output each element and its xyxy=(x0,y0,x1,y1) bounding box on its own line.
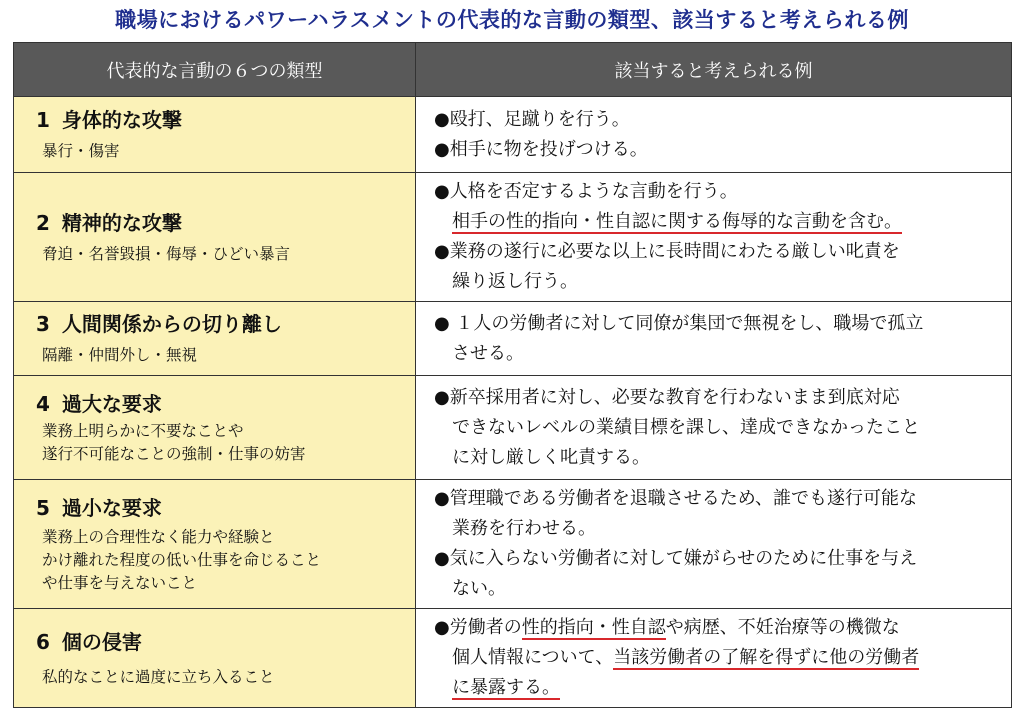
type-description: 業務上明らかに不要なことや 遂行不可能なことの強制・仕事の妨害 xyxy=(42,421,306,463)
highlighted-text: に暴露する。 xyxy=(452,677,560,698)
type-cell xyxy=(14,302,416,376)
example-continuation: 繰り返し行う。 xyxy=(452,271,578,292)
type-title: 6 個の侵害 xyxy=(36,629,142,654)
type-cell xyxy=(14,173,416,302)
example-cell: ●労働者の性的指向・性自認や病歴、不妊治療等の機微な 個人情報について、当該労働者の了解を得ずに他の労働者 に暴露する。 xyxy=(416,609,1012,708)
table-row xyxy=(14,376,1012,480)
example-cell xyxy=(416,480,1012,609)
example-continuation: できないレベルの業績目標を課し、達成できなかったこと xyxy=(452,416,920,438)
type-title: 2 精神的な攻撃 xyxy=(36,210,182,235)
example-item: ●殴打、足蹴りを行う。 xyxy=(434,108,630,130)
example-cell xyxy=(416,302,1012,376)
table-row xyxy=(14,97,1012,173)
type-description: 業務上の合理性なく能力や経験と かけ離れた程度の低い仕事を命じること や仕事を与えないこと xyxy=(42,527,322,592)
example-continuation: ない。 xyxy=(452,578,506,599)
example-continuation: に対し厳しく叱責する。 xyxy=(452,446,650,468)
example-item: ●新卒採用者に対し、必要な教育を行わないまま到底対応 xyxy=(434,386,900,408)
example-item: ●労働者の性的指向・性自認や病歴、不妊治療等の機微な xyxy=(434,617,900,638)
type-description: 私的なことに過度に立ち入ること xyxy=(42,667,275,686)
type-title: 1 身体的な攻撃 xyxy=(36,108,182,132)
table-row xyxy=(14,302,1012,376)
table-header-row xyxy=(14,43,1012,97)
highlighted-text: 性的指向・性自認 xyxy=(521,617,666,638)
example-continuation: 業務を行わせる。 xyxy=(452,518,596,539)
highlighted-text: 当該労働者の了解を得ずに他の労働者 xyxy=(613,647,920,668)
example-item: ●相手に物を投げつける。 xyxy=(434,138,648,160)
type-description: 脅迫・名誉毀損・侮辱・ひどい暴言 xyxy=(42,244,291,263)
page-title: 職場におけるパワーハラスメントの代表的な言動の類型、該当すると考えられる例 xyxy=(115,8,909,32)
example-cell xyxy=(416,97,1012,173)
table-row xyxy=(14,173,1012,302)
type-title: 3 人間関係からの切り離し xyxy=(36,312,282,336)
example-item: ●人格を否定するような言動を行う。 xyxy=(434,181,738,202)
example-cell xyxy=(416,376,1012,480)
table-row xyxy=(14,609,1012,708)
type-title: 4 過大な要求 xyxy=(36,391,162,416)
highlighted-text: 相手の性的指向・性自認に関する侮辱的な言動を含む。 xyxy=(452,211,902,232)
type-description: 暴行・傷害 xyxy=(42,142,120,160)
column-header-examples: 該当すると考えられる例 xyxy=(416,43,1012,97)
harassment-types-table xyxy=(13,42,1012,708)
example-item: ● １人の労働者に対して同僚が集団で無視をし、職場で孤立 xyxy=(434,312,924,334)
type-title: 5 過小な要求 xyxy=(36,495,162,520)
example-item: ●管理職である労働者を退職させるため、誰でも遂行可能な xyxy=(434,488,917,509)
example-continuation: させる。 xyxy=(452,342,524,364)
type-cell xyxy=(14,97,416,173)
column-header-types: 代表的な言動の６つの類型 xyxy=(14,43,416,97)
type-cell xyxy=(14,480,416,609)
example-cell xyxy=(416,173,1012,302)
type-cell xyxy=(14,609,416,708)
example-item: ●業務の遂行に必要な以上に長時間にわたる厳しい叱責を xyxy=(434,241,900,262)
example-item: ●気に入らない労働者に対して嫌がらせのために仕事を与え xyxy=(434,548,918,569)
type-description: 隔離・仲間外し・無視 xyxy=(42,346,198,364)
table-row xyxy=(14,480,1012,609)
type-cell xyxy=(14,376,416,480)
